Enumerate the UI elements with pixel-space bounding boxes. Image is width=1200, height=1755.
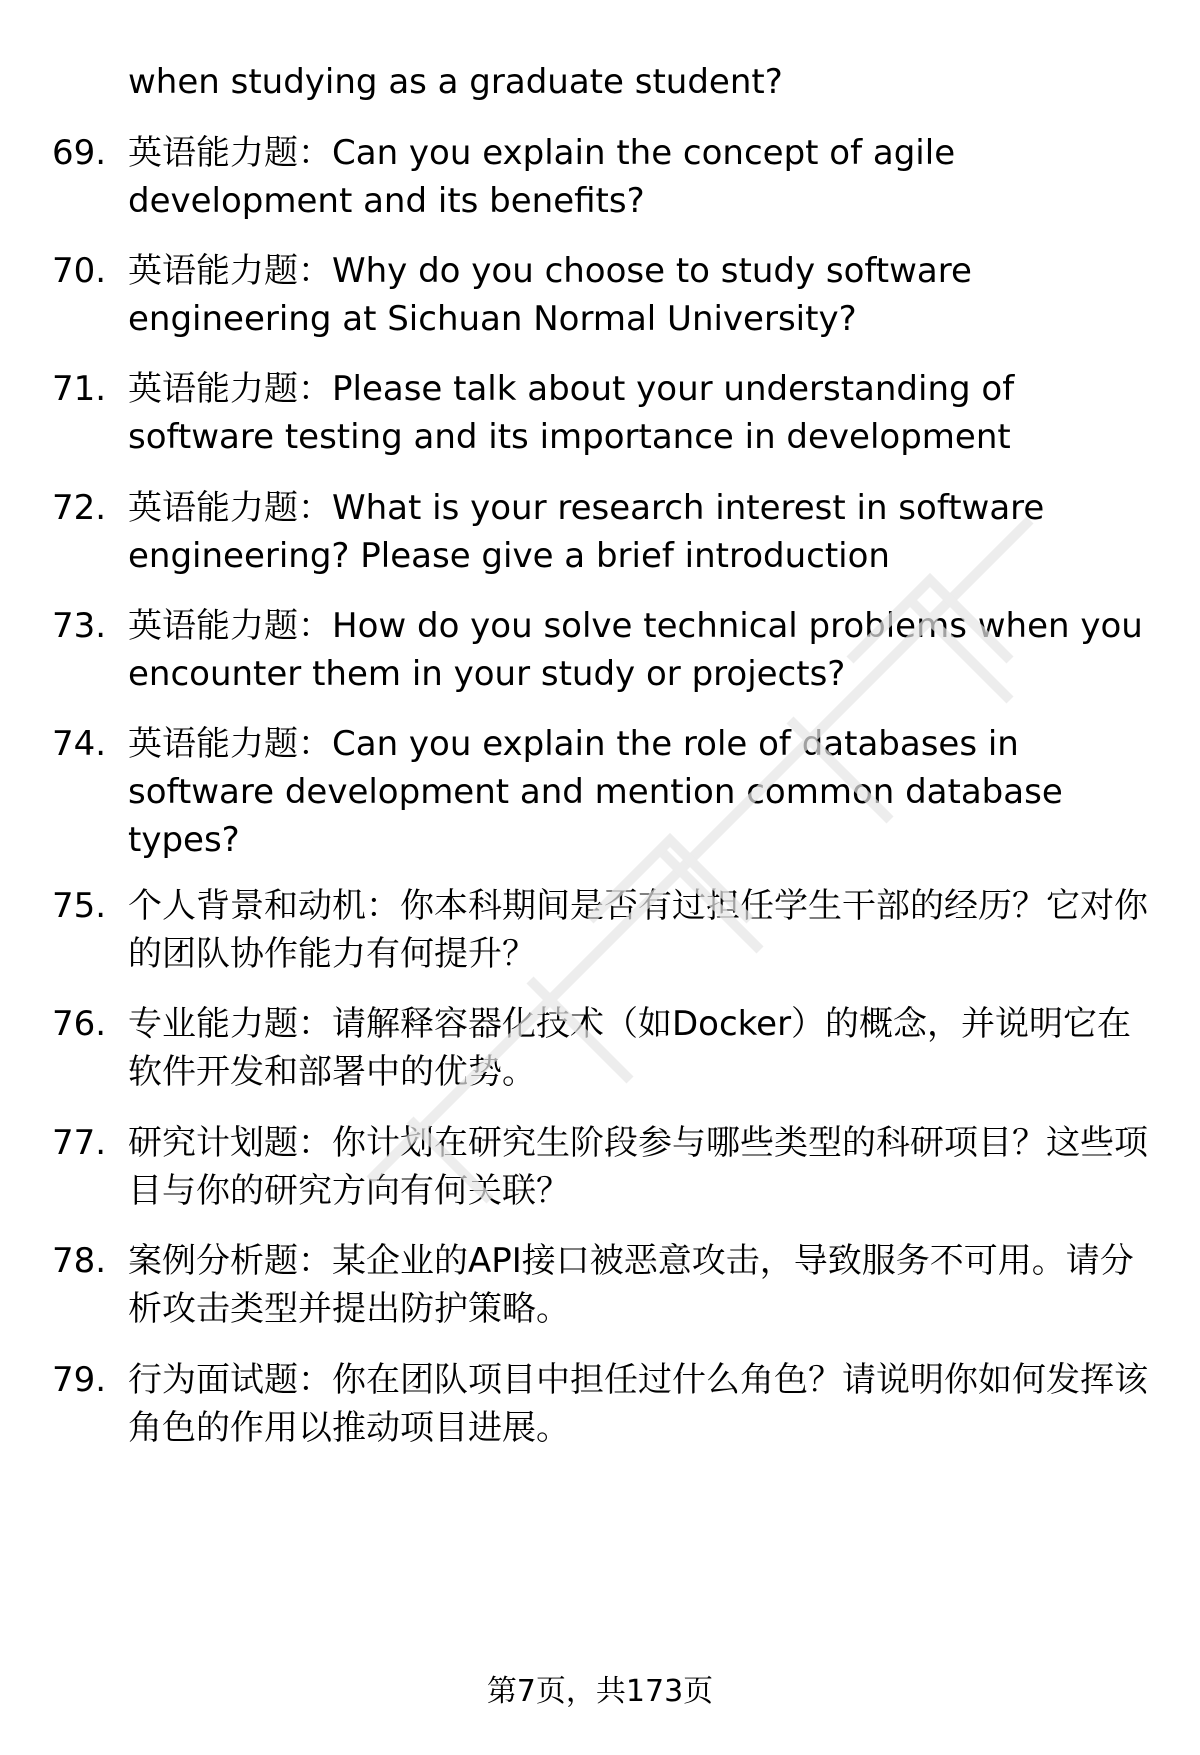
question-number: 73. xyxy=(52,606,107,646)
question-text: 英语能力题：Can you explain the concept of agile development and its benefits? xyxy=(128,133,956,221)
question-number: 79. xyxy=(52,1360,107,1400)
question-text: 英语能力题：What is your research interest in software engineering? Please give a brief introduction xyxy=(128,488,1045,576)
question-number: 77. xyxy=(52,1123,107,1163)
question-text: 个人背景和动机：你本科期间是否有过担任学生干部的经历？它对你的团队协作能力有何提升？ xyxy=(128,886,1148,974)
question-number: 75. xyxy=(52,886,107,926)
question-number: 72. xyxy=(52,488,107,528)
question-text: 英语能力题：Why do you choose to study software engineering at Sichuan Normal University? xyxy=(128,251,972,339)
question-text: 专业能力题：请解释容器化技术（如Docker）的概念，并说明它在软件开发和部署中的优势。 xyxy=(128,1004,1132,1092)
continuation-text: when studying as a graduate student? xyxy=(128,62,783,102)
question-text: 案例分析题：某企业的API接口被恶意攻击，导致服务不可用。请分析攻击类型并提出防护策略。 xyxy=(128,1241,1134,1329)
question-number: 69. xyxy=(52,133,107,173)
question-number: 76. xyxy=(52,1004,107,1044)
question-text: 英语能力题：Can you explain the role of databases in software development and mention common database types? xyxy=(128,724,1063,860)
question-number: 78. xyxy=(52,1241,107,1281)
question-number: 70. xyxy=(52,251,107,291)
question-number: 71. xyxy=(52,369,107,409)
question-text: 英语能力题：How do you solve technical problems when you encounter them in your study or projects? xyxy=(128,606,1143,694)
question-number: 74. xyxy=(52,724,107,764)
question-text: 研究计划题：你计划在研究生阶段参与哪些类型的科研项目？这些项目与你的研究方向有何关联？ xyxy=(128,1123,1148,1211)
question-text: 行为面试题：你在团队项目中担任过什么角色？请说明你如何发挥该角色的作用以推动项目进展。 xyxy=(128,1360,1148,1448)
question-text: 英语能力题：Please talk about your understanding of software testing and its importance in development xyxy=(128,369,1015,457)
page-footer: 第7页，共173页 xyxy=(486,1674,714,1709)
